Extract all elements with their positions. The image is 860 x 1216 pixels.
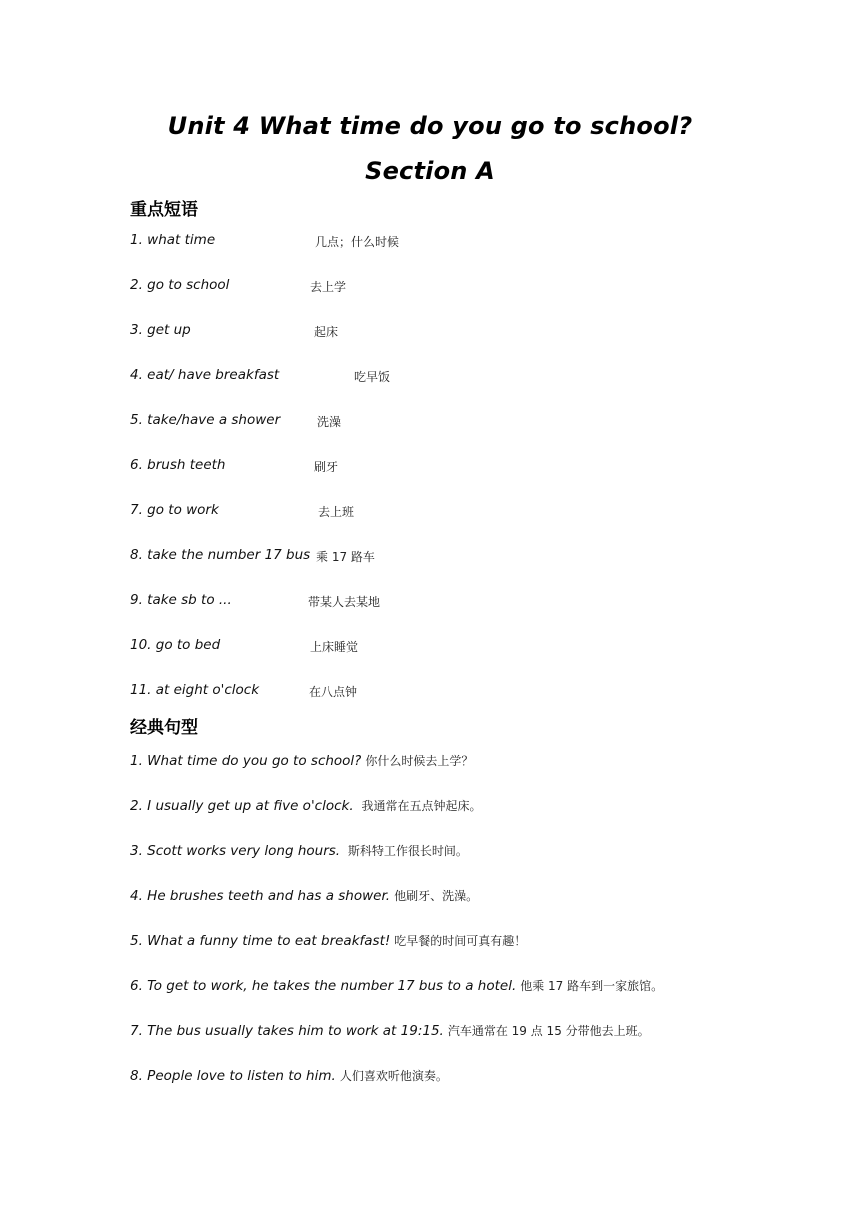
phrase-english: 9. take sb to ...	[130, 592, 232, 608]
sentence-item	[130, 795, 481, 814]
phrase-english: 11. at eight o'clock	[130, 682, 260, 698]
phrase-english: 7. go to work	[130, 502, 219, 518]
phrase-chinese: 洗澡	[317, 415, 342, 429]
section-title: Section A	[365, 157, 495, 185]
document-title: Unit 4 What time do you go to school?	[167, 112, 693, 140]
phrase-english: 8. take the number 17 bus	[130, 547, 311, 563]
phrase-chinese: 上床睡觉	[310, 640, 359, 654]
sentence-item	[130, 975, 663, 994]
phrase-chinese: 乘 17 路车	[316, 550, 375, 564]
sentence-english: 7. The bus usually takes him to work at 19:15.	[130, 1023, 444, 1039]
phrase-english: 1. what time	[130, 232, 216, 248]
phrase-english: 5. take/have a shower	[130, 412, 281, 428]
sentence-chinese: 汽车通常在 19 点 15 分带他去上班。	[447, 1024, 650, 1038]
phrase-english: 2. go to school	[130, 277, 230, 293]
phrase-english: 6. brush teeth	[130, 457, 226, 473]
sentence-english: 8. People love to listen to him.	[130, 1068, 336, 1084]
sentence-english: 5. What a funny time to eat breakfast!	[130, 933, 391, 949]
sentence-item	[130, 930, 526, 949]
phrase-chinese: 去上班	[318, 505, 355, 519]
phrase-chinese: 几点；什么时候	[315, 235, 400, 249]
sentence-item	[130, 885, 478, 904]
sentence-chinese: 你什么时候去上学？	[365, 754, 474, 768]
sentence-chinese: 他乘 17 路车到一家旅馆。	[520, 979, 664, 993]
phrase-chinese: 吃早饭	[354, 370, 391, 384]
sentence-chinese: 他刷牙、洗澡。	[394, 889, 479, 903]
phrase-chinese: 去上学	[310, 280, 347, 294]
phrase-english: 10. go to bed	[130, 637, 221, 653]
sentence-english: 6. To get to work, he takes the number 17 bus to a hotel.	[130, 978, 517, 994]
sentence-english: 1. What time do you go to school?	[130, 753, 362, 769]
phrase-english: 3. get up	[130, 322, 191, 338]
sentence-item	[130, 750, 473, 769]
sentences-heading: 经典句型	[130, 718, 198, 738]
phrase-chinese: 带某人去某地	[308, 595, 381, 609]
sentence-english: 3. Scott works very long hours.	[130, 843, 341, 859]
sentence-english: 4. He brushes teeth and has a shower.	[130, 888, 391, 904]
phrase-english: 4. eat/ have breakfast	[130, 367, 280, 383]
sentence-chinese: 吃早餐的时间可真有趣！	[394, 934, 527, 948]
sentence-item	[130, 1065, 448, 1084]
sentence-english: 2. I usually get up at five o'clock.	[130, 798, 354, 814]
phrase-chinese: 起床	[314, 325, 339, 339]
phrases-heading: 重点短语	[130, 200, 198, 220]
sentence-chinese: 我通常在五点钟起床。	[357, 799, 482, 813]
sentence-item	[130, 840, 468, 859]
phrase-chinese: 刷牙	[314, 460, 339, 474]
phrase-chinese: 在八点钟	[309, 685, 358, 699]
sentence-item	[130, 1020, 650, 1039]
sentence-chinese: 斯科特工作很长时间。	[344, 844, 468, 858]
sentence-chinese: 人们喜欢听他演奏。	[339, 1069, 448, 1083]
